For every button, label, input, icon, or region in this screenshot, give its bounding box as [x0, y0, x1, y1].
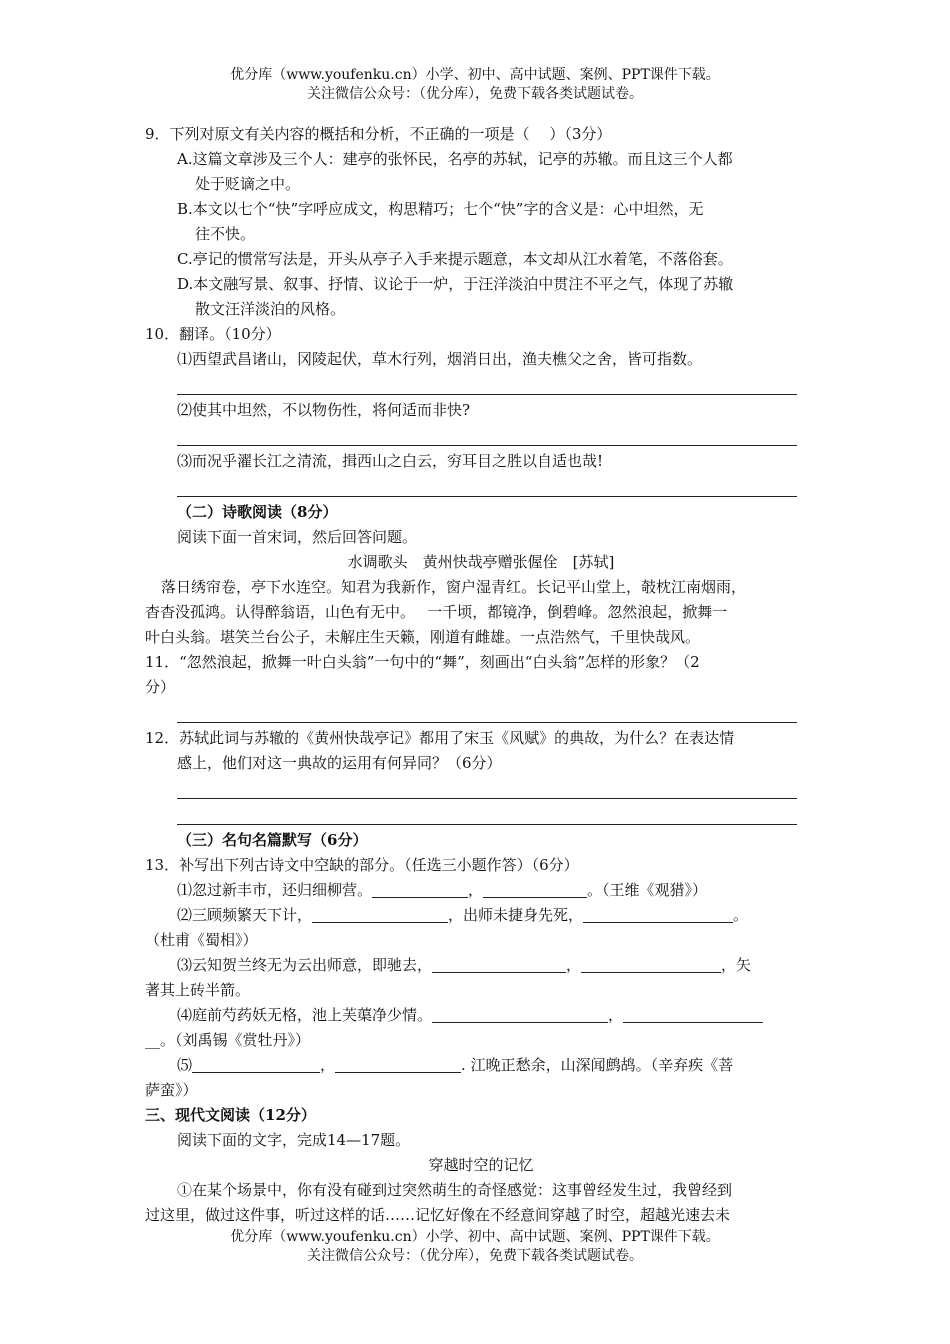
- q13-item-1-sep: ，: [468, 881, 484, 899]
- q13-item-4-blank-1[interactable]: [432, 1006, 608, 1023]
- q10-sentence-3: ⑶而况乎濯长江之清流，揖西山之白云，穷耳目之胜以自适也哉!: [177, 452, 604, 470]
- q13-item-5: [145, 1053, 817, 1078]
- q13-item-5-sep: ，: [320, 1056, 336, 1074]
- q13-item-5-end: . 江晚正愁余，山深闻鹧鸪。（辛弃疾《菩: [461, 1056, 734, 1074]
- q9-option-d-cont: 散文汪洋淡泊的风格。: [195, 300, 346, 318]
- q13-item-3-sep: ，: [566, 956, 582, 974]
- q13-item-3-cont: 著其上砖半箭。: [145, 981, 251, 999]
- exam-content: [145, 122, 817, 1228]
- q13-item-1-blank-2[interactable]: [483, 881, 587, 898]
- q13-item-1-source: 。（王维《观猎》）: [587, 881, 708, 899]
- q13-item-4-source: __。（刘禹锡《赏牡丹》）: [145, 1031, 311, 1049]
- page-footer: [0, 1228, 950, 1266]
- poem-line-2: 杳杳没孤鸿。认得醉翁语，山色有无中。 一千顷，都镜净，倒碧峰。忽然浪起，掀舞一: [145, 603, 728, 621]
- q11-answer-line[interactable]: [177, 700, 797, 723]
- q13-item-1-blank-1[interactable]: [372, 881, 468, 898]
- q12-stem: 12．苏轼此词与苏辙的《黄州快哉亭记》都用了宋玉《风赋》的典故，为什么？在表达情: [145, 729, 735, 747]
- poem-line-1: 落日绣帘卷，亭下水连空。知君为我新作，窗户湿青红。长记平山堂上，攲枕江南烟雨，: [161, 578, 747, 596]
- q10-answer-line-3[interactable]: [177, 474, 797, 497]
- poem-line-3: 叶白头翁。堪笑兰台公子，未解庄生天籁，刚道有雌雄。一点浩然气，千里快哉风。: [145, 628, 701, 646]
- header-line-1: 优分库（www.youfenku.cn）小学、初中、高中试题、案例、PPT课件下载。: [230, 67, 720, 83]
- header-line-2: 关注微信公众号：（优分库），免费下载各类试题试卷。: [307, 86, 643, 102]
- article-paragraph-1-cont: 过这里，做过这件事，听过这样的话……记忆好像在不经意间穿越了时空，超越光速去未: [145, 1206, 731, 1224]
- q9-option-a: A.这篇文章涉及三个人：建亭的张怀民，名亭的苏轼，记亭的苏辙。而且这三个人都: [177, 150, 733, 168]
- dictation-section-heading: （三）名句名篇默写（6分）: [177, 831, 368, 849]
- q13-item-2-text: ⑵三顾频繁天下计，: [177, 906, 313, 924]
- q13-item-2-blank-2[interactable]: [583, 906, 733, 923]
- q13-item-3-end: ，矢: [721, 956, 752, 974]
- q10-sentence-1: ⑴西望武昌诸山，冈陵起伏，草木行列，烟消日出，渔夫樵父之舍，皆可指数。: [177, 350, 703, 368]
- q10-answer-line-2[interactable]: [177, 423, 797, 446]
- q13-item-5-blank-2[interactable]: [335, 1056, 461, 1073]
- q13-item-3-blank-2[interactable]: [581, 956, 721, 973]
- q13-item-2-blank-1[interactable]: [312, 906, 448, 923]
- q13-item-1-text: ⑴忽过新丰市，还归细柳营。: [177, 881, 373, 899]
- footer-line-1: 优分库（www.youfenku.cn）小学、初中、高中试题、案例、PPT课件下载。: [230, 1229, 720, 1245]
- article-title: 穿越时空的记忆: [428, 1156, 534, 1174]
- q13-item-1: [145, 878, 817, 903]
- q13-item-4-sep: ，: [608, 1006, 624, 1024]
- q9-option-b: B.本文以七个“快”字呼应成文，构思精巧；七个“快”字的含义是：心中坦然，无: [177, 200, 704, 218]
- q12-stem-cont: 感上，他们对这一典故的运用有何异同？（6分）: [177, 754, 502, 772]
- q9-option-d: D.本文融写景、叙事、抒情、议论于一炉，于汪洋淡泊中贯注不平之气，体现了苏辙: [177, 275, 734, 293]
- q11-stem: 11．“忽然浪起，掀舞一叶白头翁”一句中的“舞”，刻画出“白头翁”怎样的形象？（2: [145, 653, 700, 671]
- poetry-instruction: 阅读下面一首宋词，然后回答问题。: [177, 528, 418, 546]
- poetry-section-heading: （二）诗歌阅读（8分）: [177, 503, 338, 521]
- q13-item-3-blank-1[interactable]: [432, 956, 566, 973]
- q13-item-5-blank-1[interactable]: [192, 1056, 320, 1073]
- q10-sentence-2: ⑵使其中坦然，不以物伤性，将何适而非快?: [177, 401, 471, 419]
- poem-title: 水调歌头 黄州快哉亭赠张偓佺 [苏轼]: [347, 553, 615, 571]
- footer-line-2: 关注微信公众号：（优分库），免费下载各类试题试卷。: [307, 1248, 643, 1264]
- q13-item-5-text: ⑸: [177, 1056, 193, 1074]
- q13-item-2-source: （杜甫《蜀相》）: [145, 931, 258, 949]
- q9-option-b-cont: 往不快。: [195, 225, 256, 243]
- q9-stem: 9．下列对原文有关内容的概括和分析，不正确的一项是（ ）（3分）: [145, 125, 612, 143]
- q13-item-2: [145, 903, 817, 928]
- q13-item-2-mid: ，出师未捷身先死，: [448, 906, 584, 924]
- q10-answer-line-1[interactable]: [177, 372, 797, 395]
- article-paragraph-1: ①在某个场景中，你有没有碰到过突然萌生的奇怪感觉：这事曾经发生过，我曾经到: [177, 1181, 733, 1199]
- q12-answer-line-2[interactable]: [177, 802, 797, 825]
- q13-item-4-text: ⑷庭前芍药妖无格，池上芙蕖净少情。: [177, 1006, 433, 1024]
- modern-instruction: 阅读下面的文字，完成14—17题。: [177, 1131, 411, 1149]
- q13-item-3: [145, 953, 817, 978]
- q13-item-2-end: 。: [733, 906, 749, 924]
- q9-option-a-cont: 处于贬谪之中。: [195, 175, 301, 193]
- modern-section-heading: 三、现代文阅读（12分）: [145, 1106, 316, 1124]
- q11-stem-cont: 分）: [145, 678, 176, 696]
- q13-item-4-blank-2[interactable]: [623, 1006, 763, 1023]
- q13-stem: 13．补写出下列古诗文中空缺的部分。（任选三小题作答）（6分）: [145, 856, 579, 874]
- q9-option-c: C.亭记的惯常写法是，开头从亭子入手来提示题意，本文却从江水着笔，不落俗套。: [177, 250, 733, 268]
- q13-item-5-source: 萨蛮》）: [145, 1081, 198, 1099]
- q12-answer-line-1[interactable]: [177, 776, 797, 799]
- q13-item-3-text: ⑶云知贺兰终无为云出师意，即驰去，: [177, 956, 433, 974]
- page-header: [0, 66, 950, 104]
- q10-stem: 10．翻译。（10分）: [145, 325, 281, 343]
- q13-item-4: [145, 1003, 817, 1028]
